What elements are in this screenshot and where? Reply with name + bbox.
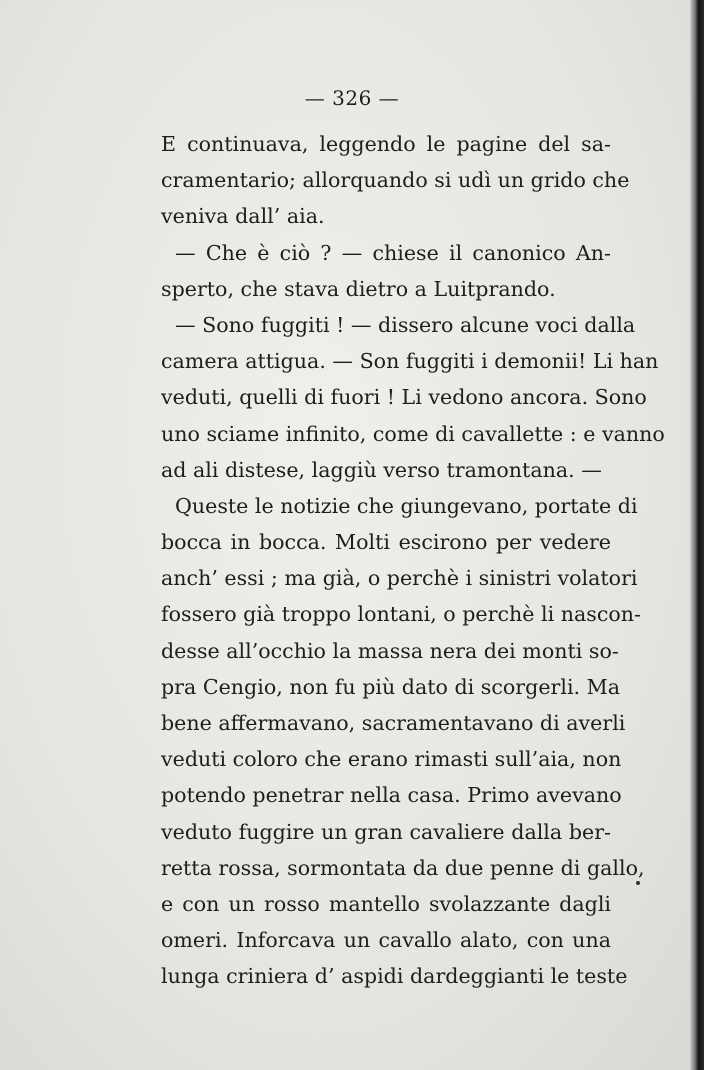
ink-speck — [636, 881, 640, 885]
text-line: E continuava, leggendo le pagine del sa- — [161, 132, 611, 156]
text-line: sperto, che stava dietro a Luitprando. — [161, 276, 556, 301]
text-line: cramentario; allorquando si udì un grido che — [161, 168, 630, 193]
text-line: desse all’occhio la massa nera dei monti so- — [161, 638, 619, 663]
text-line: Queste le notizie che giungevano, portate di — [175, 493, 638, 518]
text-line: omeri. Inforcava un cavallo alato, con una — [161, 928, 611, 953]
text-line: — Sono fuggiti ! — dissero alcune voci dalla — [175, 312, 636, 337]
text-line: camera attigua. — Son fuggiti i demonii! Li han — [161, 349, 659, 374]
text-line: veniva dall’ aia. — [161, 204, 325, 229]
text-line: uno sciame infinito, come di cavallette : e vanno — [161, 421, 665, 446]
text-line: bene affermavano, sacramentavano di averli — [161, 711, 626, 735]
text-line: bocca in bocca. Molti escirono per vedere — [161, 530, 611, 555]
text-line: — Che è ciò ? — chiese il canonico An- — [175, 240, 611, 265]
text-line: e con un rosso mantello svolazzante dagli — [161, 891, 611, 916]
page-number: — 326 — — [304, 86, 400, 110]
text-line: veduti, quelli di fuori ! Li vedono ancora. Sono — [161, 385, 647, 410]
text-line: veduto fuggire un gran cavaliere dalla ber- — [161, 819, 611, 844]
text-line: pra Cengio, non fu più dato di scorgerli. Ma — [161, 674, 620, 699]
text-line: retta rossa, sormontata da due penne di gallo, — [161, 855, 645, 880]
text-line: fossero già troppo lontani, o perchè li nascon- — [161, 602, 641, 627]
text-line: ad ali distese, laggiù verso tramontana. — — [161, 457, 602, 482]
text-line: veduti coloro che erano rimasti sull’aia, non — [161, 747, 622, 772]
text-line: lunga criniera d’ aspidi dardeggianti le teste — [161, 964, 628, 989]
text-line: potendo penetrar nella casa. Primo avevano — [161, 783, 622, 808]
page-edge-shadow — [690, 0, 704, 1070]
body-text — [161, 126, 665, 995]
text-line: anch’ essi ; ma già, o perchè i sinistri volatori — [161, 566, 638, 591]
